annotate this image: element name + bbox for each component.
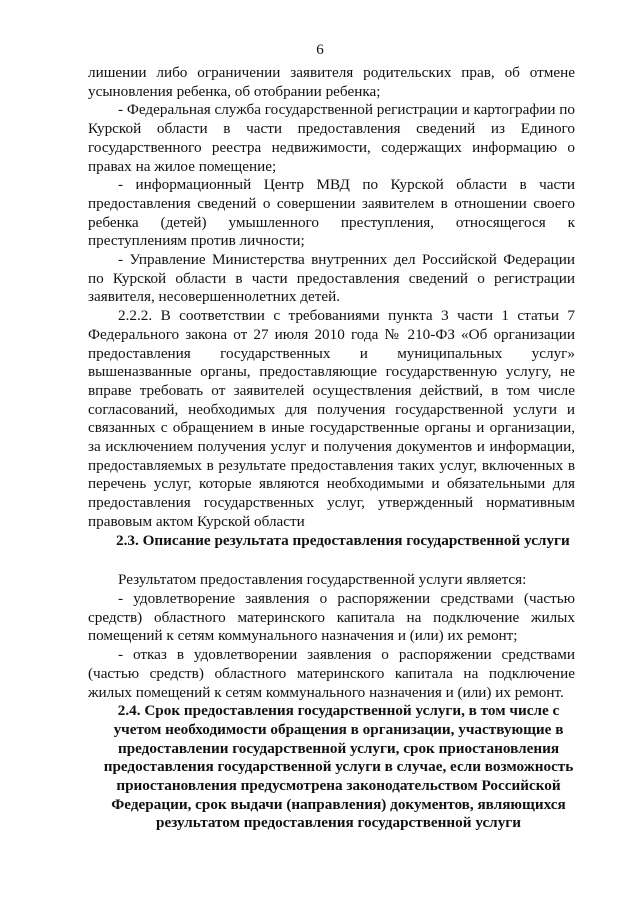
paragraph-info-center-mvd: - информационный Центр МВД по Курской области в части предоставления сведений о совершении заявителем в отношении своего ребенка (детей) умышленного преступления, относящегося к преступлениям против личности; [88, 176, 575, 250]
page-number: 6 [316, 42, 324, 58]
heading-section-2-4: 2.4. Срок предоставления государственной услуги, в том числе с учетом необходимости обращения в организации, участвующие в предоставлении государственной услуги, срок приостановления предоставления государственной услуги в случае, если возможность приостановления предусмотрена законодательством Российской Федерации, срок выдачи (направления) документов, являющихся результатом предоставления государственной услуги [103, 702, 574, 832]
document-body [88, 64, 575, 833]
paragraph-result-refusal: - отказ в удовлетворении заявления о распоряжении средствами (частью средств) областного материнского капитала на подключение жилых помещений к сетям коммунального назначения и (или) их ремонт. [88, 646, 575, 701]
paragraph-rosreestr: - Федеральная служба государственной регистрации и картографии по Курской области в части предоставления сведений из Единого государственного реестра недвижимости, содержащих информацию о правах на жилое помещение; [88, 101, 575, 175]
paragraph-parental-rights: лишении либо ограничении заявителя родительских прав, об отмене усыновления ребенка, об отобрании ребенка; [88, 64, 575, 100]
heading-section-2-3: 2.3. Описание результата предоставления государственной услуги [116, 531, 570, 549]
paragraph-result-intro: Результатом предоставления государственной услуги является: [118, 571, 527, 589]
paragraph-result-approval: - удовлетворение заявления о распоряжении средствами (частью средств) областного материнского капитала на подключение жилых помещений к сетям коммунального назначения и (или) их ремонт; [88, 589, 575, 645]
paragraph-2-2-2: 2.2.2. В соответствии с требованиями пункта 3 части 1 статьи 7 Федерального закона от 27 июля 2010 года № 210-ФЗ «Об организации предоставления государственных и муниципальных услуг» вышеназванные органы, предоставляющие государственную услугу, не вправе требовать от заявителей осуществления действий, в том числе согласований, необходимых для получения государственной услуги и связанных с обращением в иные государственные органы и организации, за исключением получения услуг и получения документов и информации, предоставляемых в результате предоставления таких услуг, включенных в перечень услуг, которые являются необходимыми и обязательными для предоставления государственных услуг, утвержденный нормативным правовым актом Курской области [88, 307, 575, 530]
paragraph-umvd: - Управление Министерства внутренних дел Российской Федерации по Курской области в части предоставления сведений о регистрации заявителя, несовершеннолетних детей. [88, 251, 575, 306]
